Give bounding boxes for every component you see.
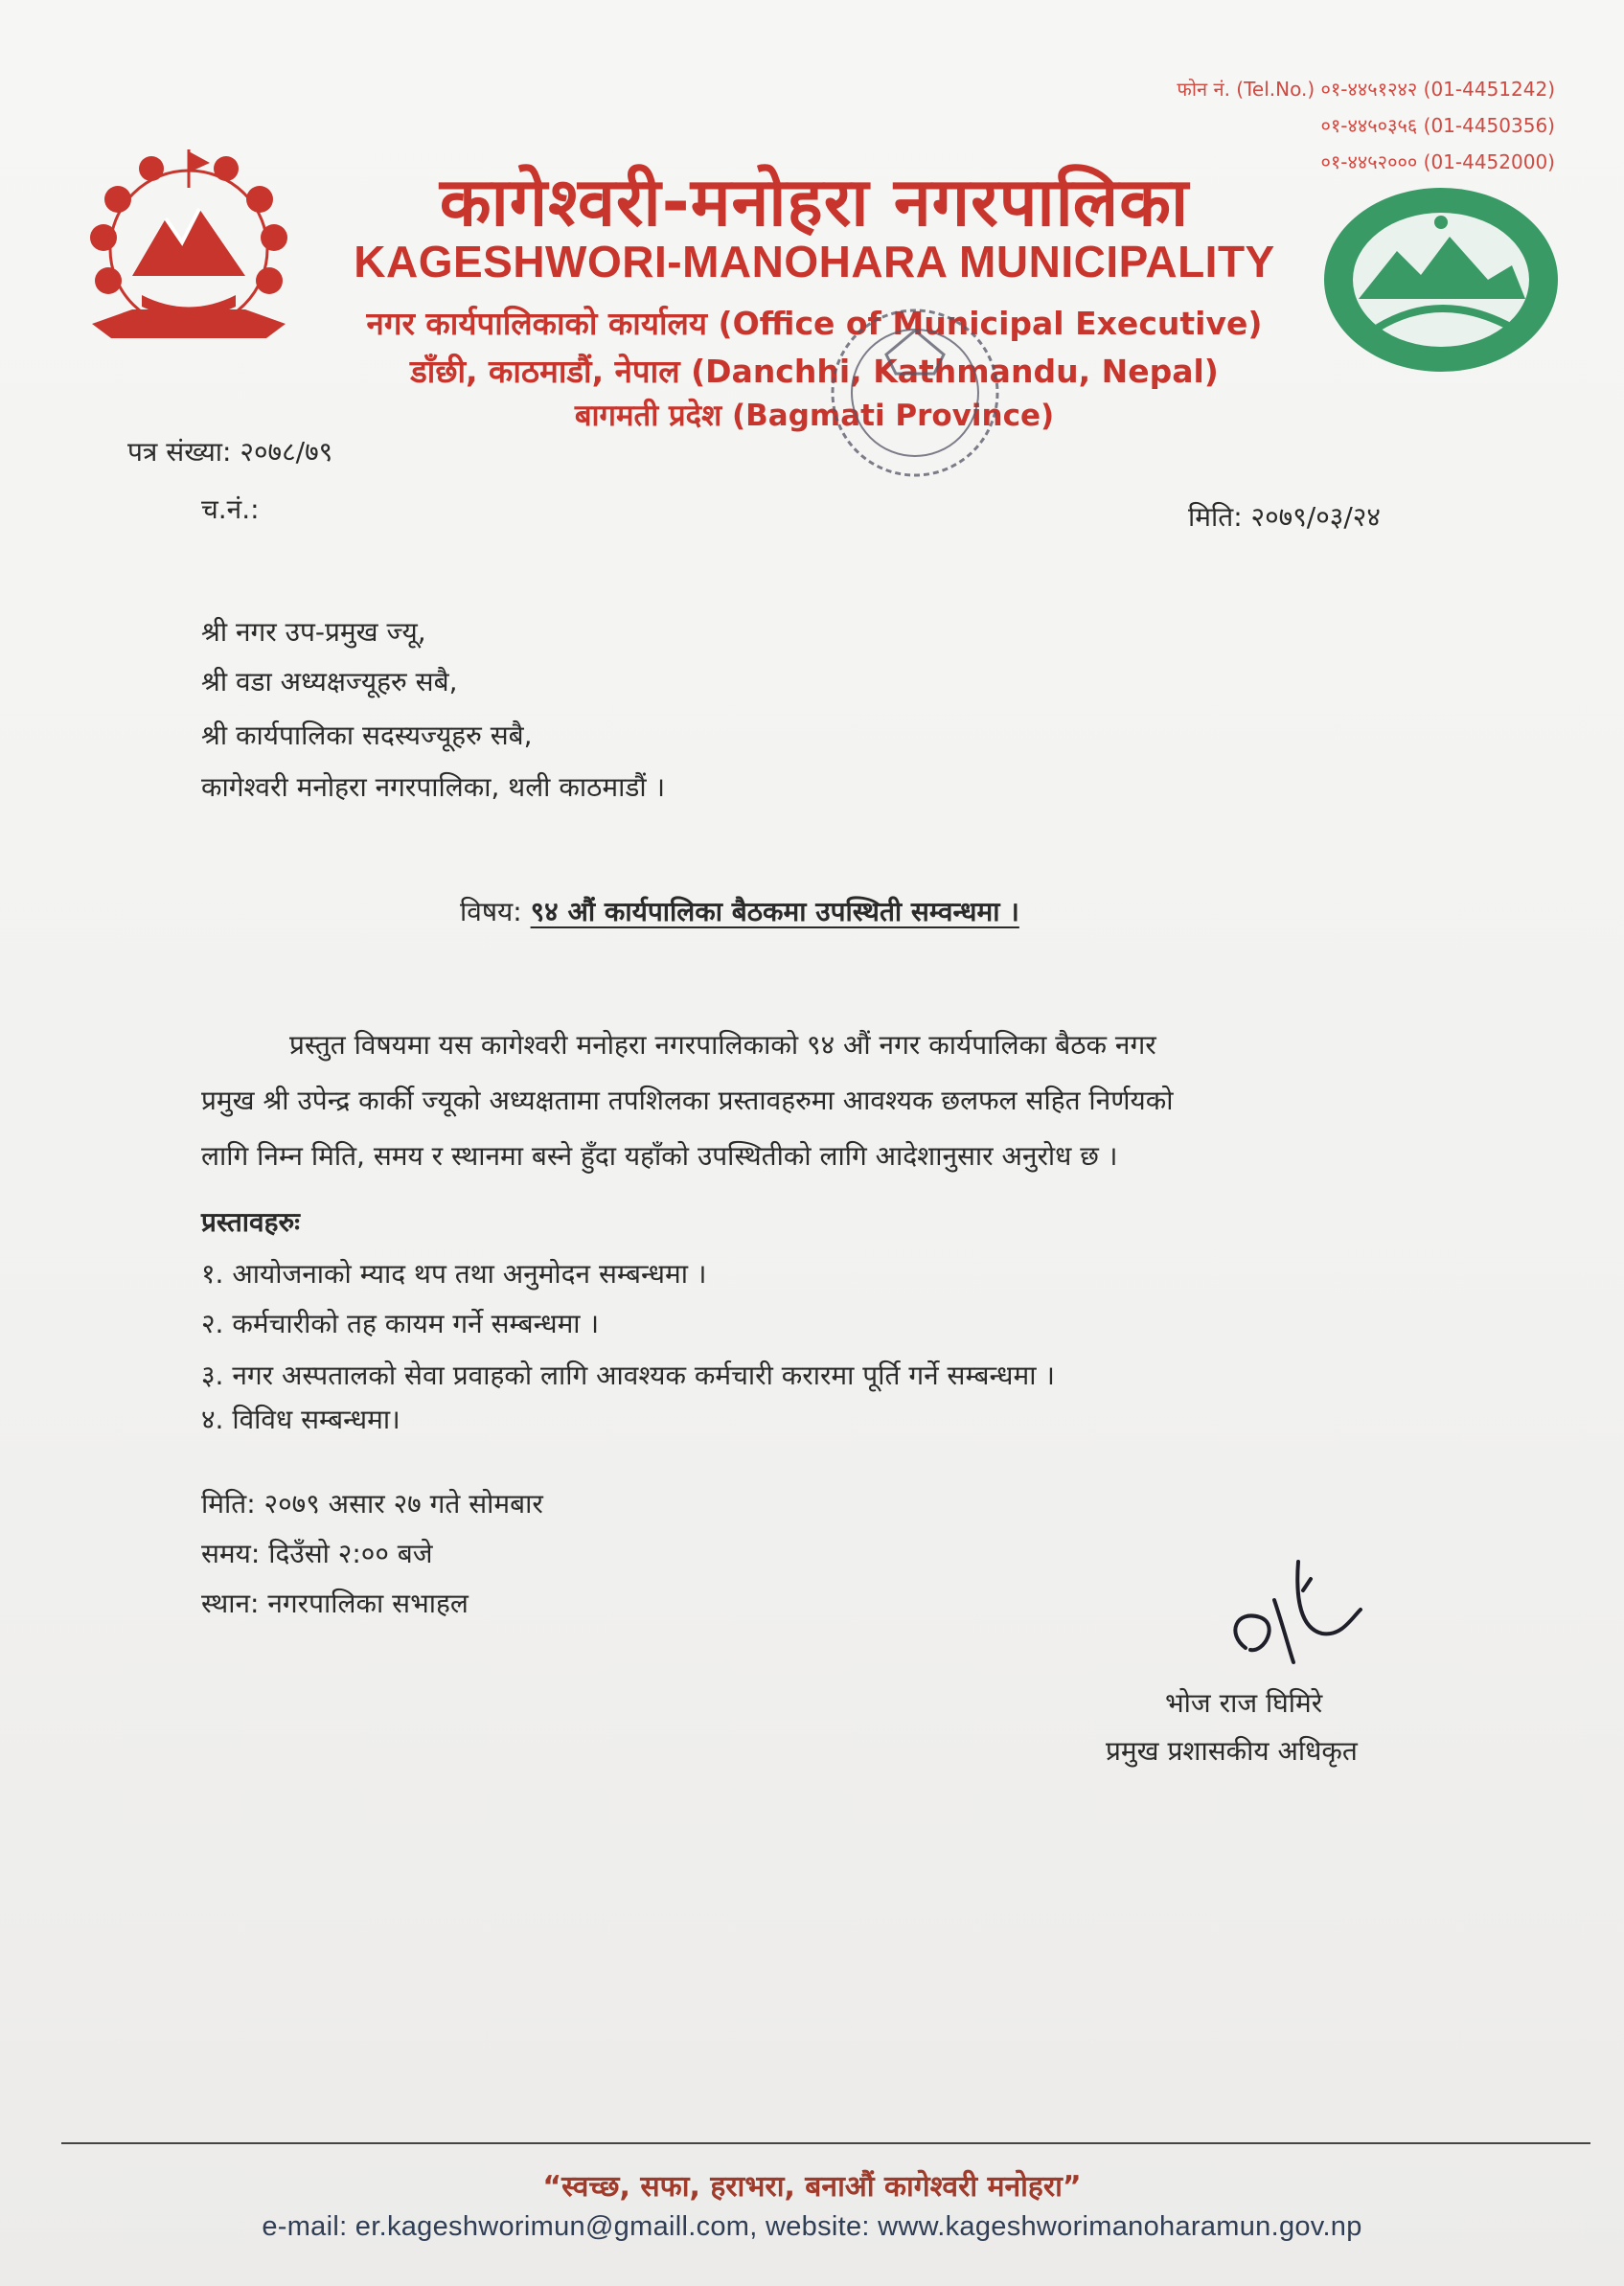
body-line: लागि निम्न मिति, समय र स्थानमा बस्ने हुँदा यहाँको उपस्थितीको लागि आदेशानुसार अनुरोध छ । xyxy=(201,1140,1118,1172)
subject-label: विषय: xyxy=(460,896,522,927)
letter-subject xyxy=(460,893,1019,929)
signer-title: प्रमुख प्रशासकीय अधिकृत xyxy=(1106,1735,1358,1767)
proposal-item: ४. विविध सम्बन्धमा। xyxy=(201,1404,400,1435)
footer-divider xyxy=(61,2142,1590,2144)
phone-line-1: फोन नं. (Tel.No.) ०१-४४५१२४२ (01-4451242) xyxy=(1177,78,1555,101)
body-line: प्रस्तुत विषयमा यस कागेश्वरी मनोहरा नगरपालिकाको ९४ औं नगर कार्यपालिका बैठक नगर xyxy=(289,1029,1156,1061)
letter-body xyxy=(201,1017,1447,1184)
addressee-line: कागेश्वरी मनोहरा नगरपालिका, थली काठमाडौं । xyxy=(201,771,666,803)
nepal-emblem-icon xyxy=(75,142,303,362)
office-stamp-icon xyxy=(795,287,1035,517)
proposal-item: १. आयोजनाको म्याद थप तथा अनुमोदन सम्बन्धमा । xyxy=(201,1258,707,1290)
office-location: डाँछी, काठमाडौं, नेपाल (Danchhi, Kathmandu, Nepal) xyxy=(410,353,1219,390)
office-name: नगर कार्यपालिकाको कार्यालय (Office of Municipal Executive) xyxy=(366,305,1263,342)
phone-line-3: ०१-४४५२००० (01-4452000) xyxy=(1320,150,1555,173)
office-province: बागमती प्रदेश (Bagmati Province) xyxy=(574,399,1055,433)
meeting-place: स्थान: नगरपालिका सभाहल xyxy=(201,1588,469,1619)
municipality-name-np: कागेश्वरी-मनोहरा नगरपालिका xyxy=(439,163,1190,241)
signer-name: भोज राज घिमिरे xyxy=(1165,1687,1323,1719)
addressee-line: श्री वडा अध्यक्षज्यूहरु सबै, xyxy=(201,666,458,697)
proposal-item: २. कर्मचारीको तह कायम गर्ने सम्बन्धमा । xyxy=(201,1308,600,1339)
subject-text: ९४ औं कार्यपालिका बैठकमा उपस्थिती सम्वन्धमा । xyxy=(530,896,1019,927)
meeting-time: समय: दिउँसो २:०० बजे xyxy=(201,1538,433,1569)
dispatch-number: च.नं.: xyxy=(201,493,260,525)
footer-slogan: “स्वच्छ, सफा, हराभरा, बनाऔं कागेश्वरी मनोहरा” xyxy=(542,2170,1082,2204)
letter-date: मिति: २०७९/०३/२४ xyxy=(1188,501,1381,533)
meeting-date: मिति: २०७९ असार २७ गते सोमबार xyxy=(201,1488,543,1520)
signature-icon xyxy=(1207,1543,1370,1677)
municipality-logo-icon xyxy=(1320,184,1562,376)
proposal-item: ३. नगर अस्पतालको सेवा प्रवाहको लागि आवश्यक कर्मचारी करारमा पूर्ति गर्ने सम्बन्धमा । xyxy=(201,1360,1056,1391)
body-line: प्रमुख श्री उपेन्द्र कार्की ज्यूको अध्यक्षतामा तपशिलका प्रस्तावहरुमा आवश्यक छलफल सहित निर्णयको xyxy=(201,1085,1174,1116)
letter-reference-number: पत्र संख्या: २०७८/७९ xyxy=(127,436,333,468)
addressee-line: श्री नगर उप-प्रमुख ज्यू, xyxy=(201,616,426,648)
phone-line-2: ०१-४४५०३५६ (01-4450356) xyxy=(1320,114,1555,137)
proposals-title: प्रस्तावहरुः xyxy=(201,1206,300,1238)
footer-contact: e-mail: er.kageshworimun@gmaill.com, website: www.kageshworimanoharamun.gov.np xyxy=(262,2211,1362,2242)
addressee-line: श्री कार्यपालिका सदस्यज्यूहरु सबै, xyxy=(201,720,533,751)
municipality-name-en: KAGESHWORI-MANOHARA MUNICIPALITY xyxy=(354,237,1275,286)
